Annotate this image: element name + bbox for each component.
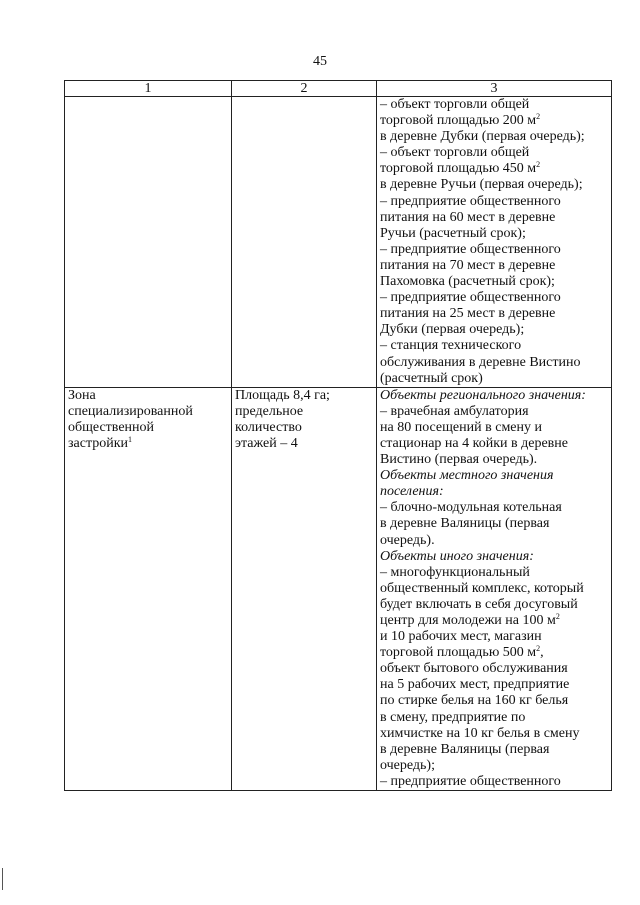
table-header-row [65,81,612,97]
text-line: торговой площадью 450 $м^2$ [380,160,541,177]
superscript: 2 [536,644,541,654]
text-line: – предприятие общественного [380,773,561,789]
text-line: в деревне Дубки (первая очередь); [380,129,585,145]
text-line: – предприятие общественного [380,290,561,306]
row1-col3 [377,97,612,388]
section-heading: поселения: [380,484,444,500]
row2-col3 [377,387,612,790]
text-line: – объект торговли общей [380,145,530,161]
text-line: Площадь 8,4 га; [235,387,330,403]
text-line: по стирке белья на 160 кг белья [380,693,569,709]
text-line: обслуживания в деревне Вистино [380,354,581,370]
text-line: питания на 60 мест в деревне [380,209,556,225]
text-line: Вистино (первая очередь). [380,452,538,468]
section-heading: Объекты иного значения: [380,548,534,564]
text-line: этажей – 4 [235,435,298,451]
text-line: Ручьи (расчетный срок); [380,225,526,241]
text-line: общественный комплекс, который [380,580,584,596]
text-line: в деревне Ручьи (первая очередь); [380,177,583,193]
section-heading: Объекты местного значения [380,468,554,484]
table-row-special-zone [65,387,612,790]
section-heading: Объекты регионального значения: [380,387,586,403]
superscript: 2 [555,612,560,621]
text-line: питания на 25 мест в деревне [380,306,556,322]
text-line: (расчетный срок) [380,370,483,386]
header-col-1: 1 [65,81,232,97]
text-line: – объект торговли общей [380,97,530,112]
text-line: на 80 посещений в смену и [380,419,542,435]
row1-col2 [232,97,377,388]
text-line: торговой площадью 200 $м^2$ [380,112,541,129]
text-line: – врачебная амбулатория [380,403,529,419]
text-line: Дубки (первая очередь); [380,322,525,338]
text-line: специализированной [68,403,193,419]
row2-col1 [65,387,232,790]
text-line: центр для молодежи на 100 $м^2$ [380,612,560,628]
page-number: 45 [313,54,327,69]
text-line: в деревне Валяницы (первая [380,741,550,757]
row1-col1 [65,97,232,388]
text-line: предельное [235,403,304,419]
footnote-mark: 1 [128,434,133,444]
text-line: общественной [68,419,155,435]
text-line: будет включать в себя досуговый [380,596,578,612]
text-line: – блочно-модульная котельная [380,500,562,516]
text-line: – станция технического [380,338,522,354]
text-line: на 5 рабочих мест, предприятие [380,677,570,693]
scan-margin-mark [2,868,3,890]
text-line: количество [235,419,302,435]
superscript: 2 [536,160,541,170]
zoning-table [64,80,612,791]
text-line: Зона [68,387,96,403]
header-col-2: 2 [232,81,377,97]
text-line: очередь); [380,757,435,773]
text-line: объект бытового обслуживания [380,661,568,677]
text-line: торговой площадью 500 $м^2$, [380,644,544,661]
text-line: застройки$^1$ [68,434,133,451]
text-line: – предприятие общественного [380,241,561,257]
text-line: в смену, предприятие по [380,709,526,725]
text-line: – предприятие общественного [380,193,561,209]
text-line: в деревне Валяницы (первая [380,516,550,532]
text-line: Пахомовка (расчетный срок); [380,274,555,290]
table-row-commerce [65,97,612,388]
text-line: стационар на 4 койки в деревне [380,435,568,451]
row2-col2 [232,387,377,790]
superscript: 2 [536,112,541,122]
text-line: и 10 рабочих мест, магазин [380,629,542,645]
text-line: очередь). [380,532,435,548]
text-line: химчистке на 10 кг белья в смену [380,725,580,741]
header-col-3: 3 [377,81,612,97]
text-line: питания на 70 мест в деревне [380,257,556,273]
text-line: – многофункциональный [380,564,530,580]
